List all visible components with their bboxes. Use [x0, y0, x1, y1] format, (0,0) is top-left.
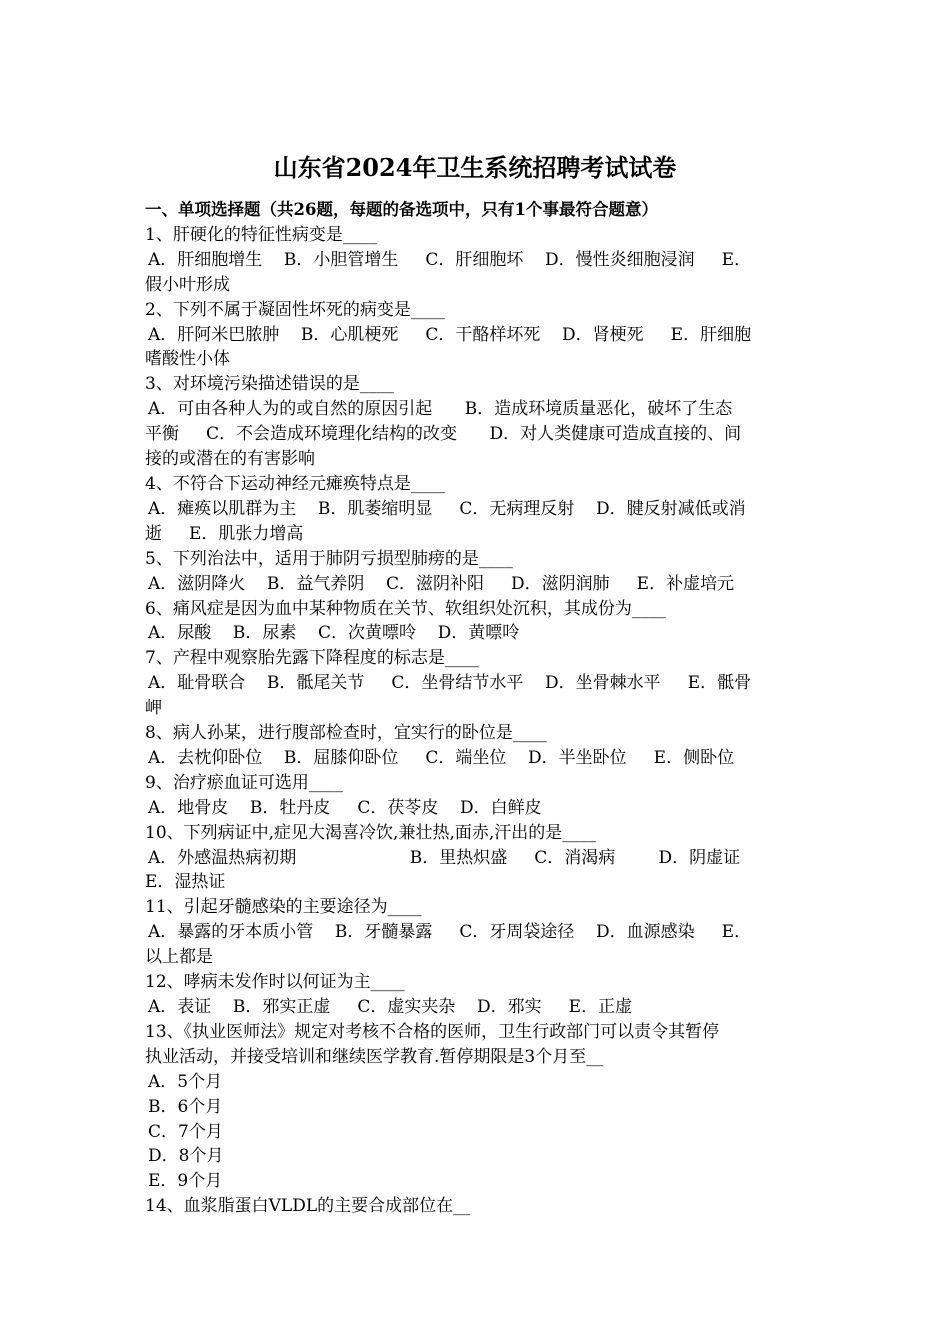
question-options-cont: 平衡 C．不会造成环境理化结构的改变 D．对人类健康可造成直接的、间: [145, 424, 742, 445]
question-options-cont: 岬: [145, 698, 162, 719]
question-stem: 8、病人孙某，进行腹部检查时，宜实行的卧位是____: [145, 723, 547, 744]
page-title: 山东省2024年卫生系统招聘考试试卷: [273, 153, 677, 182]
question-list: [145, 198, 810, 1219]
question-stem: 7、产程中观察胎先露下降程度的标志是____: [145, 648, 479, 669]
question-10: [145, 821, 810, 896]
question-stem: 13、《执业医师法》规定对考核不合格的医师，卫生行政部门可以责令其暂停: [145, 1021, 720, 1042]
question-options: A．可由各种人为的或自然的原因引起 B．造成环境质量恶化，破坏了生态: [148, 399, 733, 420]
option-d: D．8个月: [148, 1146, 224, 1167]
question-options: A．暴露的牙本质小管 B．牙髓暴露 C．牙周袋途径 D．血源感染 E．: [148, 922, 752, 943]
question-options: A．滋阴降火 B．益气养阴 C．滋阴补阳 D．滋阴润肺 E．补虚培元: [148, 573, 735, 594]
question-1: [145, 223, 810, 298]
question-stem: 11、引起牙髓感染的主要途径为____: [145, 897, 422, 918]
question-options-cont: 接的或潜在的有害影响: [145, 449, 315, 470]
question-stem: 5、下列治法中，适用于肺阴亏损型肺痨的是____: [145, 548, 513, 569]
question-options: A．肝阿米巴脓肿 B．心肌梗死 C．干酪样坏死 D．肾梗死 E．肝细胞: [148, 324, 752, 345]
question-options: A．表证 B．邪实正虚 C．虚实夹杂 D．邪实 E．正虚: [148, 997, 633, 1017]
question-options-cont: 嗜酸性小体: [145, 349, 230, 370]
question-stem: 4、不符合下运动神经元瘫痪特点是____: [145, 473, 445, 494]
question-options-cont: 假小叶形成: [145, 274, 230, 295]
question-stem: 9、治疗瘀血证可选用____: [145, 772, 343, 793]
question-options: A．耻骨联合 B．骶尾关节 C．坐骨结节水平 D．坐骨棘水平 E．骶骨: [148, 673, 752, 694]
question-options-cont: 以上都是: [145, 947, 213, 968]
question-14: [145, 1194, 810, 1219]
question-options: A．瘫痪以肌群为主 B．肌萎缩明显 C．无病理反射 D．腱反射减低或消: [148, 498, 746, 519]
option-b: B．6个月: [148, 1096, 223, 1117]
question-stem: 2、下列不属于凝固性坏死的病变是____: [145, 299, 445, 320]
question-options: A．地骨皮 B．牡丹皮 C．茯苓皮 D．白鲜皮: [148, 797, 542, 818]
question-13: [145, 1020, 810, 1194]
question-11: [145, 895, 810, 970]
option-e: E．9个月: [148, 1171, 223, 1192]
question-2: [145, 298, 810, 373]
option-c: C．7个月: [148, 1121, 223, 1142]
question-8: [145, 721, 810, 771]
question-12: [145, 970, 810, 1020]
question-stem: 10、下列病证中,症见大渴喜冷饮,兼壮热,面赤,汗出的是____: [145, 822, 597, 843]
question-stem: 3、对环境污染描述错误的是____: [145, 374, 394, 395]
question-6: [145, 597, 810, 647]
question-stem: 14、血浆脂蛋白VLDL的主要合成部位在__: [145, 1196, 471, 1217]
question-7: [145, 646, 810, 721]
question-options-cont: E．湿热证: [145, 872, 226, 893]
question-5: [145, 547, 810, 597]
question-stem: 6、痛风症是因为血中某种物质在关节、软组织处沉积，其成份为____: [145, 598, 666, 619]
question-options: A．外感温热病初期 B．里热炽盛 C．消渴病 D．阴虚证: [148, 847, 741, 868]
question-stem: 12、哮病未发作时以何证为主____: [145, 972, 405, 993]
question-stem-cont: 执业活动，并接受培训和继续医学教育.暂停期限是3个月至__: [145, 1046, 604, 1067]
question-stem: 1、肝硬化的特征性病变是____: [145, 224, 377, 245]
question-options: A．去枕仰卧位 B．屈膝仰卧位 C．端坐位 D．半坐卧位 E．侧卧位: [148, 747, 735, 768]
question-3: [145, 372, 810, 472]
question-9: [145, 771, 810, 821]
question-options-cont: 逝 E．肌张力增高: [145, 523, 304, 544]
question-4: [145, 472, 810, 547]
question-options: A．尿酸 B．尿素 C．次黄嘌呤 D．黄嘌呤: [148, 623, 520, 644]
option-a: A．5个月: [148, 1071, 223, 1092]
section-heading: 一、单项选择题（共26题，每题的备选项中，只有1个事最符合题意）: [145, 200, 658, 219]
question-options: A．肝细胞增生 B．小胆管增生 C．肝细胞坏 D．慢性炎细胞浸润 E．: [148, 249, 752, 270]
